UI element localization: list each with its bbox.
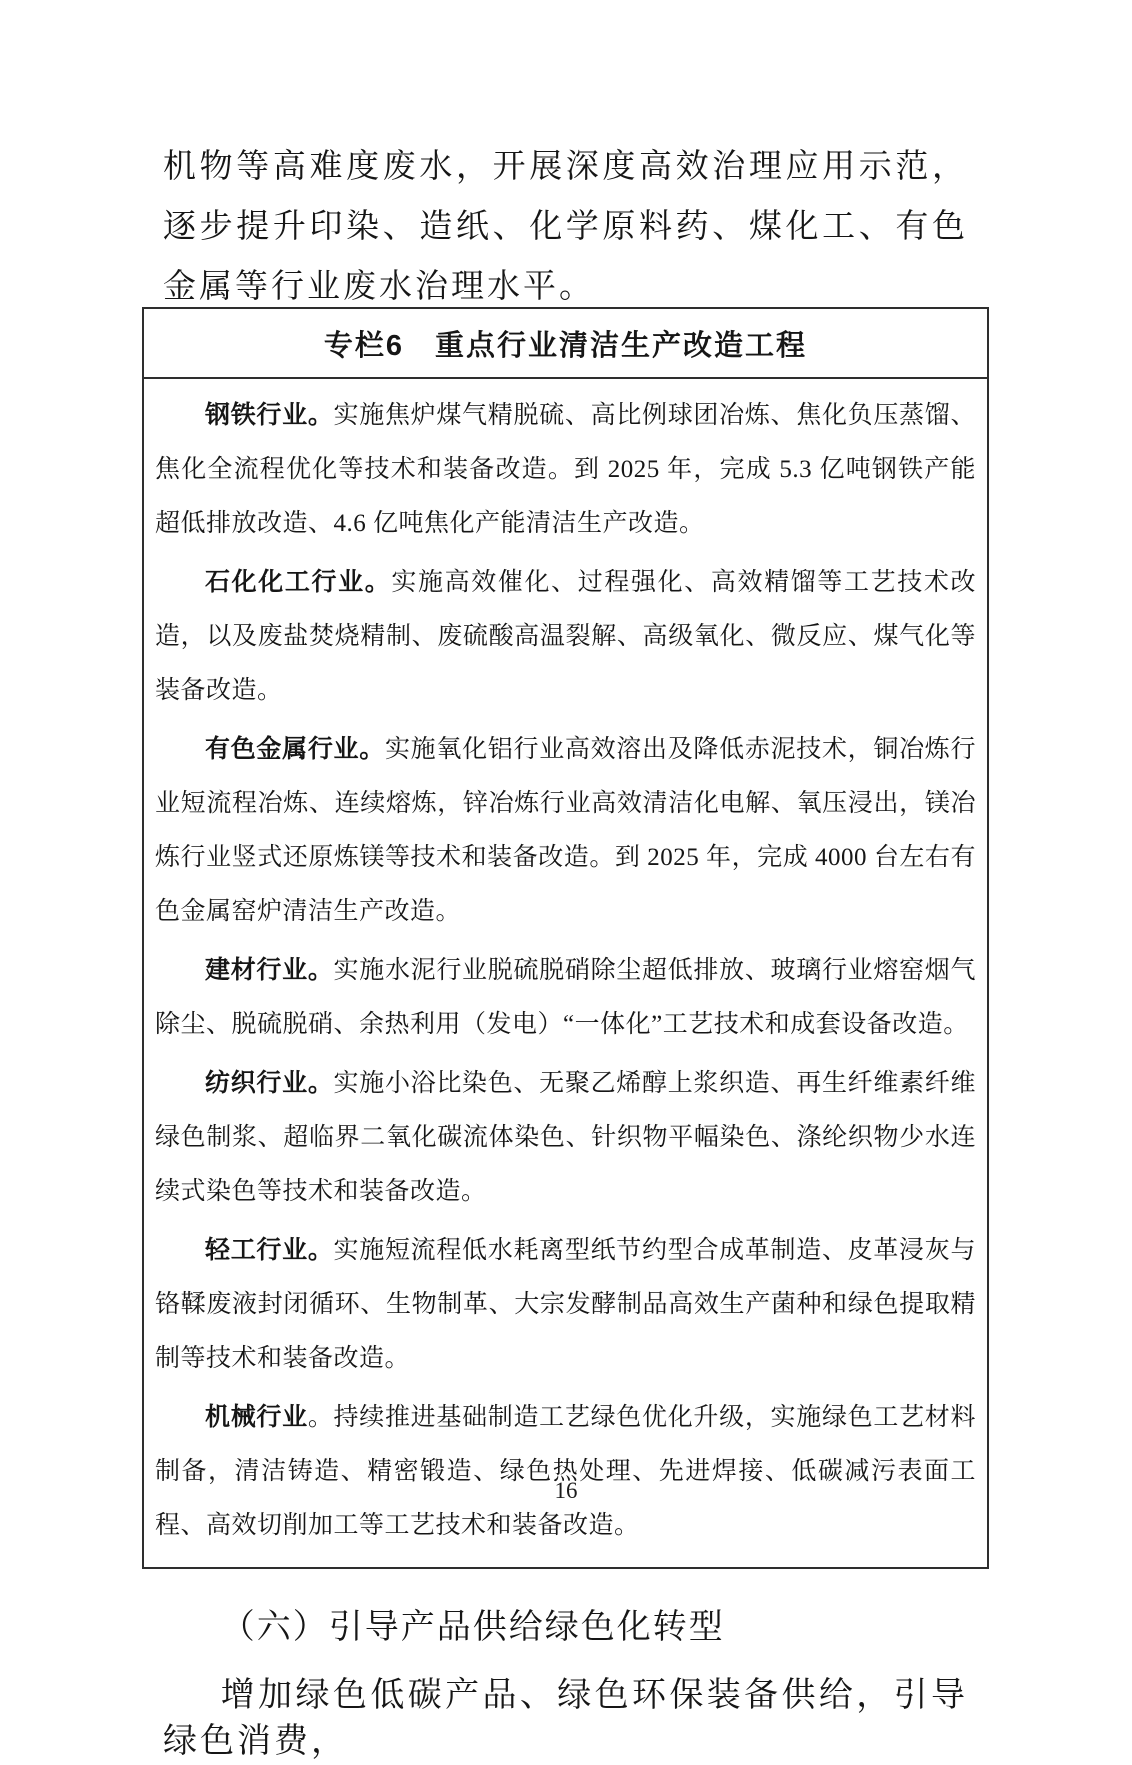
industry-paragraph-petrochemical: [155, 555, 976, 718]
industry-name-petrochemical: 石化化工行业。: [205, 568, 392, 596]
industry-text-steel: 实施焦炉煤气精脱硫、高比例球团冶炼、焦化负压蒸馏、焦化全流程优化等技术和装备改造。到 2025 年，完成 5.3 亿吨钢铁产能超低排放改造、4.6 亿吨焦化产能清洁生产改造。: [155, 402, 976, 537]
industry-paragraph-machinery: [155, 1390, 976, 1553]
closing-paragraph: 增加绿色低碳产品、绿色环保装备供给，引导绿色消费，: [163, 1677, 968, 1760]
intro-paragraph: 机物等高难度废水，开展深度高效治理应用示范，逐步提升印染、造纸、化学原料药、煤化工、有色金属等行业废水治理水平。: [163, 149, 968, 305]
callout-body: [144, 379, 987, 1567]
industry-name-textile: 纺织行业。: [205, 1069, 334, 1097]
industry-paragraph-textile: [155, 1056, 976, 1219]
industry-name-steel: 钢铁行业。: [205, 401, 334, 429]
page-number: 16: [554, 1478, 578, 1503]
industry-text-light-industry: 实施短流程低水耗离型纸节约型合成革制造、皮革浸灰与铬鞣废液封闭循环、生物制革、大宗发酵制品高效生产菌种和绿色提取精制等技术和装备改造。: [155, 1237, 976, 1372]
callout-box: [142, 307, 989, 1569]
industry-name-machinery: 机械行业: [205, 1403, 308, 1431]
industry-name-light-industry: 轻工行业。: [205, 1236, 334, 1264]
section-heading: （六）引导产品供给绿色化转型: [220, 1609, 725, 1646]
industry-name-building-materials: 建材行业。: [205, 956, 334, 984]
industry-paragraph-steel: [155, 388, 976, 551]
industry-text-petrochemical: 实施高效催化、过程强化、高效精馏等工艺技术改造，以及废盐焚烧精制、废硫酸高温裂解、高级氧化、微反应、煤气化等装备改造。: [155, 569, 976, 704]
callout-title: 专栏6 重点行业清洁生产改造工程: [144, 309, 987, 379]
industry-text-building-materials: 实施水泥行业脱硫脱硝除尘超低排放、玻璃行业熔窑烟气除尘、脱硫脱硝、余热利用（发电）“一体化”工艺技术和成套设备改造。: [155, 957, 976, 1038]
industry-paragraph-nonferrous: [155, 722, 976, 939]
industry-paragraph-building-materials: [155, 943, 976, 1052]
industry-text-nonferrous: 实施氧化铝行业高效溶出及降低赤泥技术，铜冶炼行业短流程冶炼、连续熔炼，锌冶炼行业高效清洁化电解、氧压浸出，镁冶炼行业竖式还原炼镁等技术和装备改造。到 2025 年，完成 4000 台左右有色金属窑炉清洁生产改造。: [155, 736, 976, 925]
industry-name-nonferrous: 有色金属行业。: [205, 735, 385, 763]
industry-text-machinery: 。持续推进基础制造工艺绿色优化升级，实施绿色工艺材料制备，清洁铸造、精密锻造、绿色热处理、先进焊接、低碳减污表面工程、高效切削加工等工艺技术和装备改造。: [155, 1404, 976, 1539]
industry-paragraph-light-industry: [155, 1223, 976, 1386]
industry-text-textile: 实施小浴比染色、无聚乙烯醇上浆织造、再生纤维素纤维绿色制浆、超临界二氧化碳流体染色、针织物平幅染色、涤纶织物少水连续式染色等技术和装备改造。: [155, 1070, 976, 1205]
